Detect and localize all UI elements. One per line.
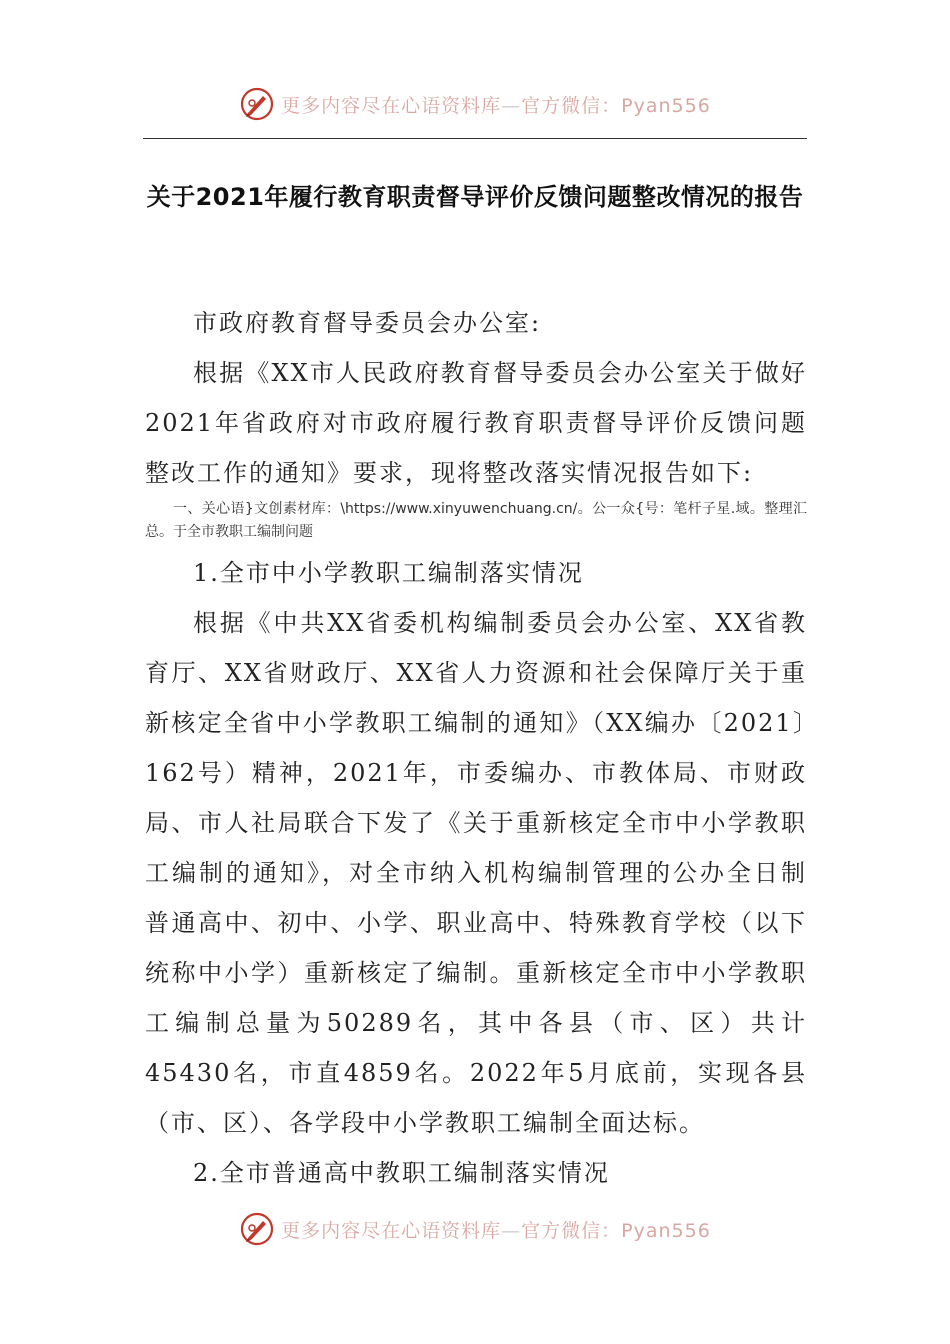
header-banner	[0, 84, 950, 124]
document-body	[145, 298, 807, 1198]
pen-logo-icon	[239, 1211, 275, 1247]
intro-paragraph: 根据《XX市人民政府教育督导委员会办公室关于做好2021年省政府对市政府履行教育职责督导评价反馈问题整改工作的通知》要求，现将整改落实情况报告如下:	[145, 359, 807, 487]
banner-dash: —	[501, 1219, 522, 1242]
section-2-heading: 2.全市普通高中教职工编制落实情况	[193, 1159, 610, 1187]
banner-official: 官方微信：Pyan556	[521, 1219, 711, 1242]
banner-title: 更多内容尽在心语资料库	[281, 1219, 502, 1242]
salutation: 市政府教育督导委员会办公室:	[193, 309, 542, 337]
banner-dash: —	[501, 94, 522, 117]
watermark-note: 一、关心语}文创素材库：\https://www.xinyuwenchuang.cn/。公一众{号：笔杆子星.域。整理汇总。于全市教职工编制问题	[145, 501, 807, 540]
banner-title: 更多内容尽在心语资料库	[281, 94, 502, 117]
pen-logo-icon	[239, 86, 275, 122]
footer-banner	[0, 1209, 950, 1249]
banner-official: 官方微信：Pyan556	[521, 94, 711, 117]
section-1-heading: 1.全市中小学教职工编制落实情况	[193, 559, 584, 587]
document-title: 关于2021年履行教育职责督导评价反馈问题整改情况的报告	[146, 183, 804, 211]
section-1-paragraph: 根据《中共XX省委机构编制委员会办公室、XX省教育厅、XX省财政厅、XX省人力资源和社会保障厅关于重新核定全省中小学教职工编制的通知》（XX编办〔2021〕162号）精神，2021年，市委编办、市教体局、市财政局、市人社局联合下发了《关于重新核定全市中小学教职工编制的通知》，对全市纳入机构编制管理的公办全日制普通高中、初中、小学、职业高中、特殊教育学校（以下统称中小学）重新核定了编制。重新核定全市中小学教职工编制总量为50289名，其中各县（市、区）共计45430名，市直4859名。2022年5月底前，实现各县（市、区）、各学段中小学教职工编制全面达标。	[145, 609, 807, 1137]
header-divider	[143, 138, 807, 139]
